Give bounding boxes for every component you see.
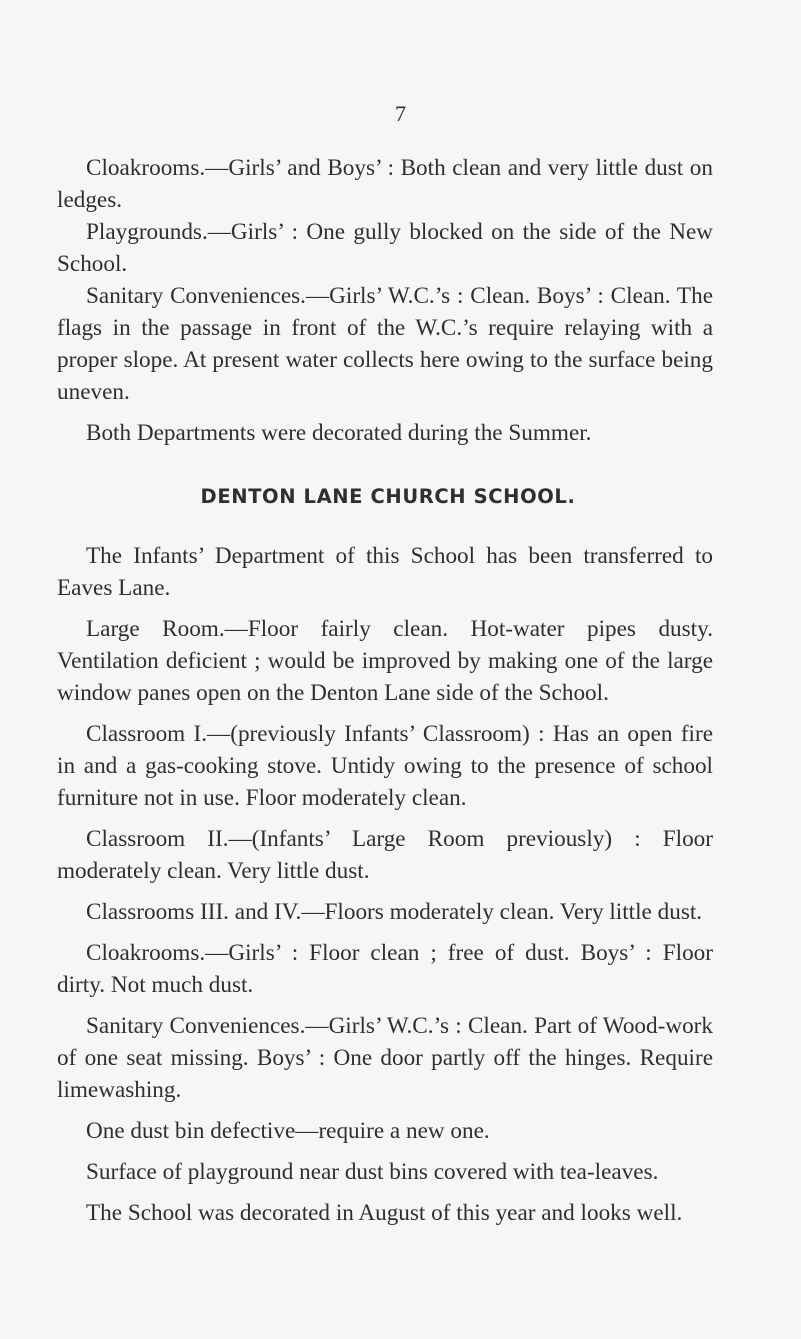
paragraph-cloakrooms-both: Cloakrooms.—Girls’ and Boys’ : Both clean and very little dust on ledges. — [57, 155, 713, 213]
paragraph-sanitary-conveniences: Sanitary Conveniences.—Girls’ W.C.’s : Clean. Boys’ : Clean. The flags in the passage in front of the W.C.’s require relaying with a proper slope. At present water collects here owing to the surface being uneven. — [57, 283, 713, 405]
paragraph-school-decorated: The School was decorated in August of this year and looks well. — [86, 1200, 683, 1226]
paragraph-cloakrooms: Cloakrooms.—Girls’ : Floor clean ; free of dust. Boys’ : Floor dirty. Not much dust. — [57, 940, 713, 998]
paragraph-infants-transferred: The Infants’ Department of this School has been transferred to Eaves Lane. — [57, 543, 713, 601]
paragraph-playgrounds: Playgrounds.—Girls’ : One gully blocked on the side of the New School. — [57, 219, 713, 277]
paragraph-large-room: Large Room.—Floor fairly clean. Hot-water pipes dusty. Ventilation deficient ; would be improved by making one of the large window panes open on the Denton Lane side of the School. — [57, 616, 713, 706]
section-heading: DENTON LANE CHURCH SCHOOL. — [200, 485, 576, 508]
page-number: 7 — [395, 101, 406, 126]
paragraph-playground-surface: Surface of playground near dust bins covered with tea-leaves. — [86, 1159, 659, 1185]
paragraph-dust-bin: One dust bin defective—require a new one. — [86, 1118, 490, 1144]
page-body — [57, 152, 713, 1229]
paragraph-classroom-1: Classroom I.—(previously Infants’ Classroom) : Has an open fire in and a gas-cooking stove. Untidy owing to the presence of school furniture not in use. Floor moderately clean. — [57, 721, 713, 811]
paragraph-classrooms-3-4: Classrooms III. and IV.—Floors moderately clean. Very little dust. — [86, 899, 703, 925]
paragraph-classroom-2: Classroom II.—(Infants’ Large Room previously) : Floor moderately clean. Very little dust. — [57, 826, 713, 884]
paragraph-sanitary-conveniences-2: Sanitary Conveniences.—Girls’ W.C.’s : Clean. Part of Wood-work of one seat missing. Boys’ : One door partly off the hinges. Require limewashing. — [57, 1013, 713, 1103]
paragraph-departments-decorated: Both Departments were decorated during the Summer. — [86, 420, 592, 446]
